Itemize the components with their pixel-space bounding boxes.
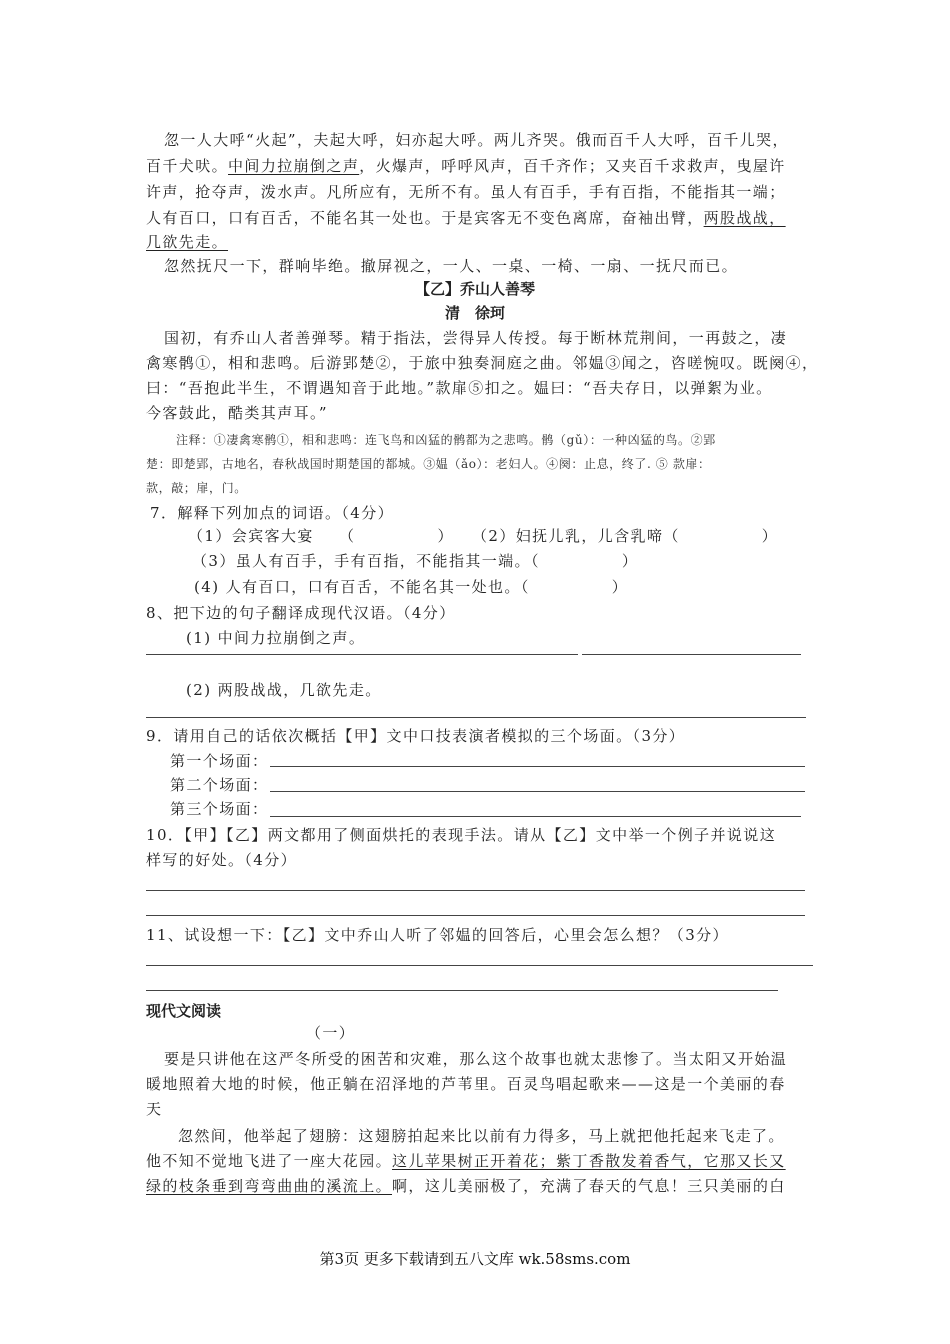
jia-line-4: 人有百口，口有百舌，不能名其一处也。于是宾客无不变色离席，奋袖出臂，两股战战， xyxy=(146,209,786,227)
answer-line[interactable] xyxy=(582,654,801,655)
yi-line-3: 曰：“吾抱此半生，不谓遇知音于此地。”款扉⑤扣之。媪曰：“吾夫存日，以弹絮为业。 xyxy=(146,379,773,397)
q7-item-1: （1）会宾客大宴 （ ） xyxy=(188,527,454,545)
answer-line[interactable] xyxy=(146,654,578,655)
q9-scene-1-label: 第一个场面： xyxy=(170,752,269,770)
q9-scene-3-label: 第三个场面： xyxy=(170,800,269,818)
jia-line-5 xyxy=(146,232,228,252)
modern-line-2: 暖地照着大地的时候，他正躺在沼泽地的芦苇里。百灵鸟唱起歌来——这是一个美丽的春 xyxy=(146,1075,786,1093)
q8-sentence-1: (1) 中间力拉崩倒之声。 xyxy=(186,629,366,647)
modern-line-4: 忽然间，他举起了翅膀：这翅膀拍起来比以前有力得多，马上就把他托起来飞走了。 xyxy=(178,1127,785,1145)
answer-line[interactable] xyxy=(270,766,805,767)
q7-stem: 7．解释下列加点的词语。（4分） xyxy=(150,504,394,522)
underlined-phrase-1: 中间力拉崩倒之声 xyxy=(228,157,360,175)
yi-title: 【乙】乔山人善琴 xyxy=(414,280,535,298)
answer-line[interactable] xyxy=(146,717,806,718)
q9-scene-2-label: 第二个场面： xyxy=(170,776,269,794)
underlined-sentence: 绿的枝条垂到弯弯曲曲的溪流上。 xyxy=(146,1177,393,1195)
modern-line-1: 要是只讲他在这严冬所受的困苦和灾难，那么这个故事也就太悲惨了。当太阳又开始温 xyxy=(164,1050,788,1068)
q8-stem: 8、把下边的句子翻译成现代汉语。（4分） xyxy=(146,604,456,622)
subsection-number: （一） xyxy=(306,1024,356,1042)
underlined-sentence: 这儿苹果树正开着花；紫丁香散发着香气，它那又长又 xyxy=(392,1152,786,1170)
jia-paragraph-2: 忽然抚尺一下，群响毕绝。撤屏视之，一人、一桌、一椅、一扇、一抚尺而已。 xyxy=(164,257,739,275)
answer-line[interactable] xyxy=(270,791,805,792)
note-line-1: 注释：①凄禽寒鹘①，相和悲鸣：连飞鸟和凶猛的鹘都为之悲鸣。鹘（gǔ）：一种凶猛的鸟。②郢 xyxy=(176,433,716,447)
jia-line-3: 许声，抢夺声，泼水声。凡所应有，无所不有。虽人有百手，手有百指，不能指其一端； xyxy=(146,183,786,201)
yi-line-2: 禽寒鹘①，相和悲鸣。后游郢楚②，于旅中独奏洞庭之曲。邻媪③闻之，咨嗟惋叹。既阕④， xyxy=(146,354,819,372)
section-heading: 现代文阅读 xyxy=(146,1002,222,1020)
answer-line[interactable] xyxy=(146,890,805,891)
q10-line-2: 样写的好处。（4分） xyxy=(146,851,298,869)
q10-line-1: 10．【甲】【乙】两文都用了侧面烘托的表现手法。请从【乙】文中举一个例子并说说这 xyxy=(146,826,777,844)
page-footer: 第3页 更多下载请到五八文库 wk.58sms.com xyxy=(319,1250,631,1268)
modern-line-5: 他不知不觉地飞进了一座大花园。这儿苹果树正开着花；紫丁香散发着香气，它那又长又 xyxy=(146,1152,786,1170)
q8-sentence-2: (2) 两股战战，几欲先走。 xyxy=(186,681,382,699)
note-line-2: 楚：即楚郢，古地名，春秋战国时期楚国的都城。③媪（ǎo）：老妇人。④阕：止息，终了. ⑤ 款扉： xyxy=(146,457,711,471)
answer-line[interactable] xyxy=(146,965,813,966)
modern-line-3: 天 xyxy=(146,1100,163,1118)
yi-author: 清 徐珂 xyxy=(444,304,505,322)
q11-stem: 11、试设想一下：【乙】文中乔山人听了邻媪的回答后，心里会怎么想？（3分） xyxy=(146,926,729,944)
underlined-phrase-3: 几欲先走。 xyxy=(146,233,229,251)
yi-line-1: 国初，有乔山人者善弹琴。精于指法，尝得异人传授。每于断林荒荆间，一再鼓之，凄 xyxy=(164,329,788,347)
q7-item-3: （3）虽人有百手，手有百指，不能指其一端。（ ） xyxy=(192,552,639,570)
underlined-phrase-2: 两股战战， xyxy=(703,209,786,227)
note-line-3: 款，敲；扉，门。 xyxy=(146,481,247,495)
q9-stem: 9．请用自己的话依次概括【甲】文中口技表演者模拟的三个场面。（3分） xyxy=(146,727,686,745)
jia-line-1: 忽一人大呼“火起”，夫起大呼，妇亦起大呼。两儿齐哭。俄而百千人大呼，百千儿哭， xyxy=(164,131,789,149)
q7-item-4: (4) 人有百口，口有百舌，不能名其一处也。（ ） xyxy=(194,578,629,596)
q7-item-2: （2）妇抚儿乳，儿含乳啼（ ） xyxy=(472,527,779,545)
yi-line-4: 今客鼓此，酷类其声耳。” xyxy=(146,404,328,422)
answer-line[interactable] xyxy=(146,915,805,916)
jia-line-2: 百千犬吠。中间力拉崩倒之声，火爆声，呼呼风声，百千齐作；又夹百千求救声，曳屋许 xyxy=(146,157,786,175)
modern-line-6: 绿的枝条垂到弯弯曲曲的溪流上。啊，这儿美丽极了，充满了春天的气息！三只美丽的白 xyxy=(146,1177,786,1195)
answer-line[interactable] xyxy=(270,816,801,817)
answer-line[interactable] xyxy=(146,990,778,991)
